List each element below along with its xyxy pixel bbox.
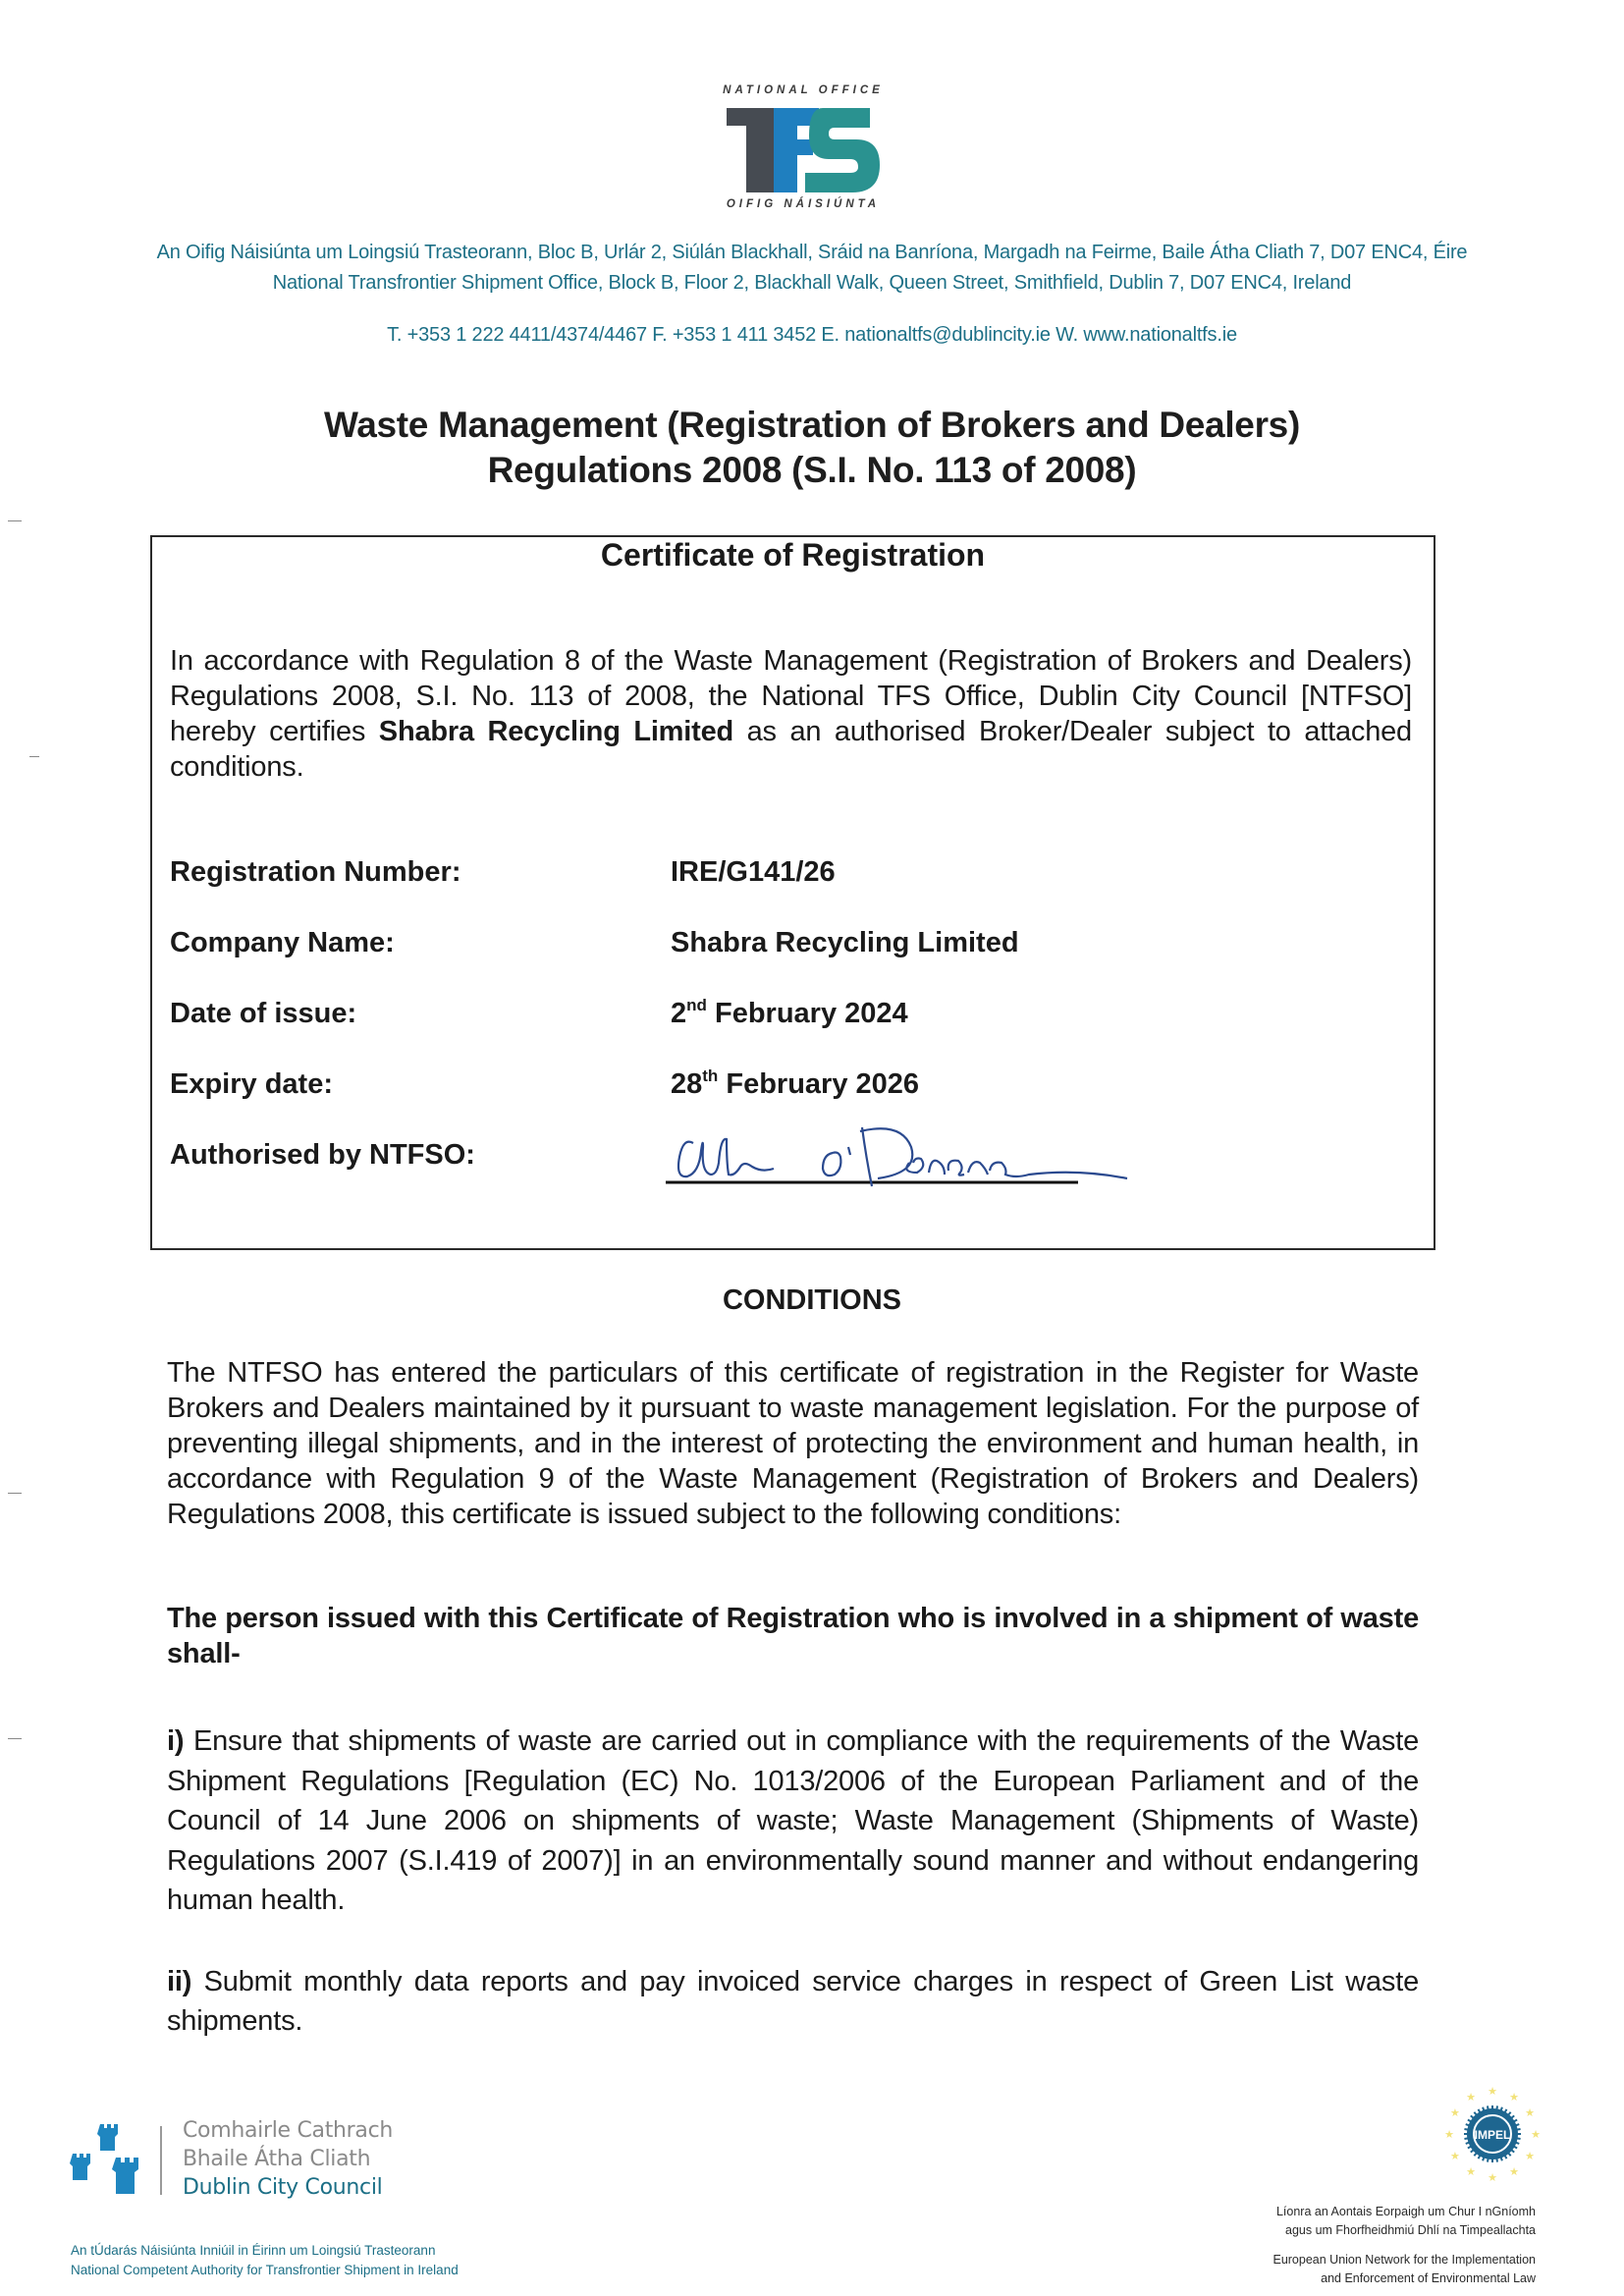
impel-irish-line-1: Líonra an Aontais Eorpaigh um Chur I nGníomh	[1275, 2205, 1536, 2218]
logo-letter-f-bar-mid	[774, 139, 813, 155]
dcc-name-english: Dublin City Council	[183, 2175, 383, 2200]
date-rest: February 2026	[718, 1068, 920, 1100]
field-label: Authorised by NTFSO:	[170, 1139, 475, 1171]
conditions-lead: The person issued with this Certificate of Registration who is involved in a shipment of waste shall-	[167, 1603, 1419, 1669]
certificate-heading: Certificate of Registration	[600, 537, 986, 573]
logo-letter-s	[805, 108, 880, 192]
eu-star-icon: ★	[1466, 2166, 1476, 2179]
address-english: National Transfrontier Shipment Office, Block B, Floor 2, Blackhall Walk, Queen Street, Smithfield, Dublin 7, D07 ENC4, Ireland	[272, 272, 1352, 294]
signature	[666, 1118, 1176, 1196]
statement-text-before: In accordance with Regulation 8 of the Waste Management (Registration of Brokers and Dealers) Regulations 2008, S.I. No. 113 of 2008, the National TFS Office, Dublin City Council [NTFSO] hereby certifies	[170, 645, 1412, 747]
logo-caption-bottom: OIFIG NÁISIÚNTA	[726, 198, 881, 210]
dcc-name-irish-2: Bhaile Átha Cliath	[183, 2147, 371, 2171]
logo-divider	[160, 2126, 162, 2195]
eu-star-icon: ★	[1449, 2151, 1460, 2162]
field-authorised-by	[170, 1139, 1417, 1178]
field-label: Expiry date:	[170, 1068, 333, 1100]
field-label: Company Name:	[170, 927, 395, 958]
castles-icon	[69, 2124, 147, 2199]
field-date-of-issue	[170, 998, 1417, 1037]
condition-item	[167, 1722, 1419, 1921]
scan-artifact	[8, 1738, 22, 1739]
impel-badge	[1464, 2105, 1521, 2162]
condition-text: Ensure that shipments of waste are carried out in compliance with the requirements of the Waste Shipment Regulations [Regulation (EC) No. 1013/2006 of the European Parliament and of the Council of 14 June 2006 on shipments of waste; Waste Management (Shipments of Waste) Regulations 2007 (S.I.419 of 2007)] in an environmentally sound manner and without endangering human health.	[167, 1725, 1419, 1916]
date-day: 2	[671, 998, 687, 1029]
eu-star-icon: ★	[1488, 2172, 1497, 2184]
condition-text: Submit monthly data reports and pay invoiced service charges in respect of Green List waste shipments.	[167, 1966, 1419, 2037]
certificate-statement	[170, 643, 1412, 785]
impel-english-line-1: European Union Network for the Implementation	[1272, 2253, 1536, 2267]
contact-details: T. +353 1 222 4411/4374/4467 F. +353 1 411 3452 E. nationaltfs@dublincity.ie W. www.nationaltfs.ie	[387, 324, 1237, 346]
signature-stroke-first	[678, 1139, 774, 1176]
field-expiry-date	[170, 1068, 1417, 1108]
dublin-city-council-logo	[69, 2116, 422, 2205]
expiry-date-value	[671, 1068, 919, 1101]
eu-star-icon: ★	[1488, 2087, 1497, 2098]
field-company-name	[170, 927, 1417, 966]
eu-star-icon: ★	[1525, 2151, 1536, 2162]
castle-top	[97, 2124, 118, 2151]
condition-number: ii)	[167, 1966, 192, 1997]
condition-item	[167, 1962, 1419, 2041]
date-suffix: th	[702, 1066, 719, 1085]
eu-star-icon: ★	[1466, 2091, 1476, 2104]
logo-letter-t-stem	[746, 108, 774, 192]
date-rest: February 2024	[706, 998, 908, 1029]
document-title-line-2: Regulations 2008 (S.I. No. 113 of 2008)	[487, 450, 1137, 490]
date-day: 28	[671, 1068, 703, 1100]
date-suffix: nd	[686, 996, 707, 1014]
date-of-issue-value	[671, 998, 908, 1030]
impel-logo	[1434, 2087, 1551, 2185]
address-irish: An Oifig Náisiúnta um Loingsiú Trasteorann, Bloc B, Urlár 2, Siúlán Blackhall, Sráid na Banríona, Margadh na Feirme, Baile Átha Cliath 7, D07 ENC4, Éire	[156, 242, 1468, 263]
tfs-logo	[705, 81, 901, 218]
signature-stroke-initial	[823, 1147, 850, 1175]
field-label: Registration Number:	[170, 856, 461, 888]
eu-star-icon: ★	[1531, 2129, 1541, 2141]
nca-irish: An tÚdarás Náisiúnta Inniúil in Éirinn um Loingsiú Trasteorann	[71, 2243, 436, 2258]
scan-artifact	[8, 520, 22, 521]
scan-artifact	[8, 1493, 22, 1494]
impel-irish-line-2: agus um Fhorfheidhmiú Dhlí na Timpeallachta	[1285, 2223, 1536, 2237]
logo-caption-top: NATIONAL OFFICE	[723, 84, 884, 96]
impel-english-line-2: and Enforcement of Environmental Law	[1321, 2271, 1536, 2285]
signature-stroke-surname	[860, 1127, 1127, 1186]
nca-english: National Competent Authority for Transfrontier Shipment in Ireland	[71, 2263, 459, 2277]
conditions-intro: The NTFSO has entered the particulars of this certificate of registration in the Register for Waste Brokers and Dealers maintained by it pursuant to waste management legislation. For the purpose of preventing illegal shipments, and in the interest of protecting the environment and human health, in accordance with Regulation 9 of the Waste Management (Registration of Brokers and Dealers) Regulations 2008, this certificate is issued subject to the following conditions:	[167, 1357, 1419, 1530]
dcc-name-irish-1: Comhairle Cathrach	[183, 2118, 394, 2143]
document-title-line-1: Waste Management (Registration of Brokers and Dealers)	[323, 405, 1300, 445]
eu-star-icon: ★	[1449, 2107, 1460, 2119]
field-registration-number	[170, 856, 1417, 896]
scan-artifact	[29, 756, 39, 757]
castle-right	[112, 2158, 138, 2194]
eu-star-icon: ★	[1525, 2107, 1536, 2119]
condition-number: i)	[167, 1725, 185, 1757]
eu-star-icon: ★	[1444, 2129, 1454, 2141]
registration-number-value: IRE/G141/26	[671, 856, 836, 888]
eu-star-icon: ★	[1509, 2091, 1519, 2104]
statement-company-name: Shabra Recycling Limited	[378, 716, 734, 747]
company-name-value: Shabra Recycling Limited	[671, 927, 1019, 958]
field-label: Date of issue:	[170, 998, 357, 1029]
eu-star-icon: ★	[1509, 2166, 1519, 2179]
impel-badge-text: IMPEL	[1474, 2128, 1511, 2142]
tfs-logo-mark	[727, 108, 880, 192]
conditions-heading: CONDITIONS	[722, 1285, 902, 1316]
castle-left	[70, 2154, 90, 2180]
statement-text-after: as an authorised Broker/Dealer subject to attached conditions.	[170, 716, 1412, 783]
certificate-box	[150, 535, 1435, 1250]
